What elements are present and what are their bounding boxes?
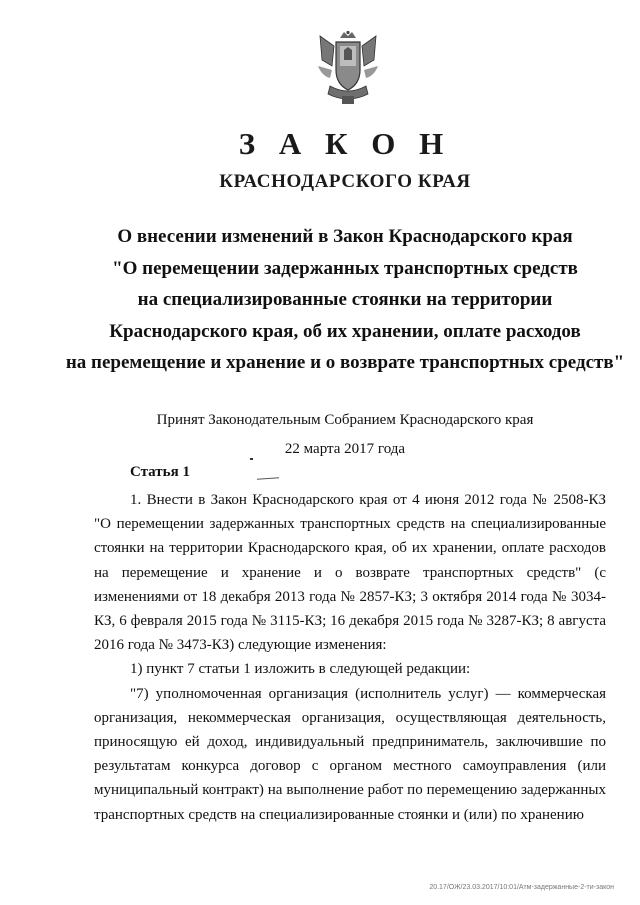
footer-file-note: 20.17/ОЖ/23.03.2017/10:01/Атм-задержанные-2-ти-закон	[429, 884, 614, 891]
article-title: Статья 1	[130, 464, 190, 480]
scan-speck	[250, 458, 253, 460]
adopted-date: 22 марта 2017 года	[284, 441, 406, 457]
heading-line: Краснодарского края, об их хранении, оплате расходов	[109, 320, 581, 342]
heading-line: на перемещение и хранение и о возврате транспортных средств"	[65, 352, 625, 373]
region-subtitle: КРАСНОДАРСКОГО КРАЯ	[219, 171, 471, 192]
adopted-by: Принят Законодательным Собранием Краснодарского края	[156, 412, 534, 428]
adoption-block	[0, 406, 640, 464]
scan-stroke	[257, 477, 279, 480]
law-heading	[0, 221, 640, 379]
heading-line: "О перемещении задержанных транспортных средств	[112, 257, 578, 279]
heading-line: на специализированные стоянки на территории	[137, 289, 553, 310]
paragraph: 1. Внести в Закон Краснодарского края от 4 июня 2012 года № 2508-КЗ "О перемещении задержанных транспортных средств на специализированные стоянки на территории Краснодарского края, об их хранении, оплате расходов на перемещение и хранение и о возврате транспортных средств" (с изменениями от 18 декабря 2013 года № 2857-КЗ; 3 октября 2014 года № 3034-КЗ, 6 февраля 2015 года № 3115-КЗ; 16 декабря 2015 года № 3287-КЗ; 8 августа 2016 года № 3473-КЗ) следующие изменения:	[94, 492, 606, 654]
krasnodar-coat-of-arms-icon	[312, 30, 384, 108]
heading-line: О внесении изменений в Закон Краснодарского края	[117, 226, 573, 247]
paragraph: "7) уполномоченная организация (исполнитель услуг) — коммерческая организация, некоммерческая организация, осуществляющая деятельность, приносящую ей доход, индивидуальный предприниматель, заключившие по результатам конкурса договор с органом местного самоуправления (или муниципальный контракт) на выполнение работ по перемещению задержанных транспортных средств на специализированные стоянки и (или) по хранению	[94, 685, 606, 823]
law-title: З А К О Н	[238, 126, 452, 161]
paragraph: 1) пункт 7 статьи 1 изложить в следующей редакции:	[130, 661, 471, 678]
article-body	[94, 488, 606, 827]
